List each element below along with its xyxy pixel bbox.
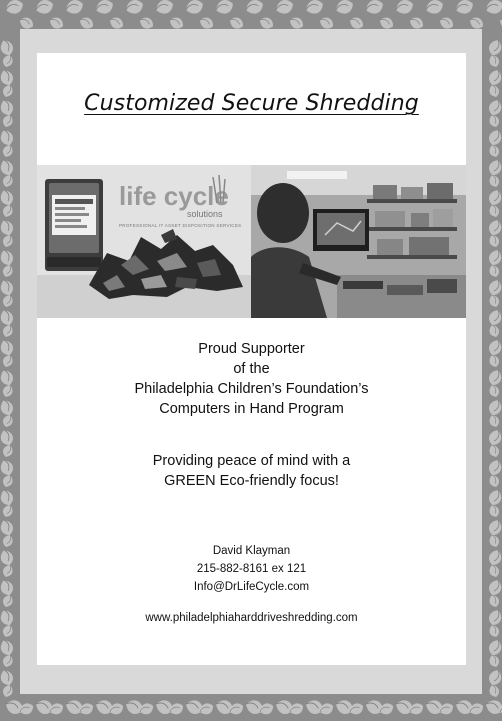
contact-block [37,542,466,596]
eco-message [37,451,466,491]
supporter-line: of the [233,361,270,377]
photo-strip [37,165,466,318]
contact-email: Info@DrLifeCycle.com [193,581,310,593]
hard-drive-image [45,179,103,271]
supporter-message [37,339,466,419]
flyer-title: Customized Secure Shredding [84,91,419,116]
contact-phone: 215-882-8161 ex 121 [196,563,307,575]
supporter-line: Philadelphia Children’s Foundation’s [134,381,369,397]
supporter-line: Computers in Hand Program [159,401,344,417]
logo-brand: life cycle [119,181,229,211]
eco-line: GREEN Eco-friendly focus! [164,473,339,489]
content-panel [37,53,466,665]
logo-tagline: PROFESSIONAL IT ASSET DISPOSITION SERVICES [119,223,242,228]
logo-sub: solutions [187,209,223,219]
supporter-line: Proud Supporter [198,341,305,357]
shredded-drive-photo [37,165,251,318]
technician-photo [251,165,466,318]
contact-name: David Klayman [212,545,291,557]
eco-line: Providing peace of mind with a [152,453,351,469]
website-url: www.philadelphiaharddriveshredding.com [145,612,358,624]
